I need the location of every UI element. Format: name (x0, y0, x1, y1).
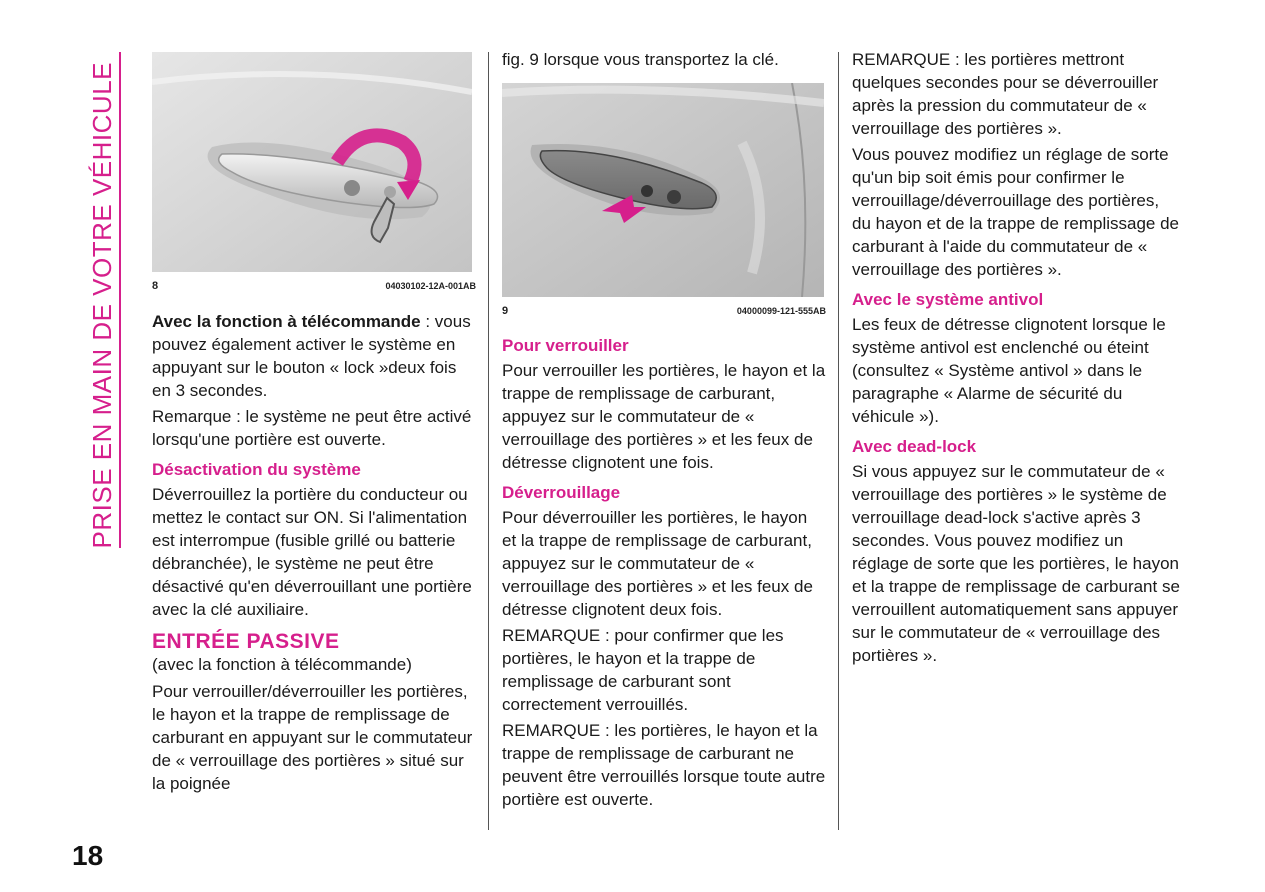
column-1 (152, 48, 476, 798)
figure-number: 9 (502, 305, 509, 317)
figure-number: 8 (152, 280, 159, 292)
door-handle-key-illustration (152, 52, 472, 272)
page-number: 18 (72, 840, 104, 871)
figure-9-image (502, 83, 824, 297)
side-rule (119, 52, 121, 548)
paragraph: Si vous appuyez sur le commutateur de « verrouillage des portières » le système de verrouillage dead-lock s'active après 3 secondes. Vous pouvez modifiez un réglage de sorte que les portières, le hayon et la trappe de remplissage de carburant se verrouillent automatiquement sans appuyer sur le commutateur de « verrouillage des portières ». (852, 462, 1180, 665)
paragraph: Remarque : le système ne peut être activé lorsqu'une portière est ouverte. (152, 407, 472, 449)
figure-code: 04000099-121-555AB (736, 306, 826, 316)
section-heading: Désactivation du système (152, 460, 361, 479)
column-3 (852, 48, 1180, 670)
side-section-title (84, 52, 120, 548)
main-heading: ENTRÉE PASSIVE (152, 630, 340, 653)
paragraph: Pour verrouiller/déverrouiller les portières, le hayon et la trappe de remplissage de carburant en appuyant sur le commutateur de « verrouillage des portières » situé sur la poignée (152, 682, 473, 793)
paragraph: Déverrouillez la portière du conducteur ou mettez le contact sur ON. Si l'alimentation est interrompue (fusible grillé ou batterie débranchée), le système ne peut être désactivé qu'en déverrouillant une portière avec la clé auxiliaire. (152, 485, 472, 619)
paragraph: Pour déverrouiller les portières, le hayon et la trappe de remplissage de carburant, appuyez sur le commutateur de « verrouillage des portières » et les feux de détresse clignotent deux fois. (502, 508, 813, 619)
paragraph: Les feux de détresse clignotent lorsque le système antivol est enclenché ou éteint (consultez « Système antivol » dans le paragraphe « Alarme de sécurité du véhicule »). (852, 315, 1166, 426)
section-heading: Avec dead-lock (852, 437, 977, 456)
paragraph: REMARQUE : pour confirmer que les portières, le hayon et la trappe de remplissage de carburant sont correctement verrouillés. (502, 626, 784, 714)
column-divider (838, 52, 839, 830)
door-handle-button-illustration (502, 83, 824, 297)
column-divider (488, 52, 489, 830)
paragraph (152, 310, 476, 402)
paragraph-text: : vous pouvez également activer le système en appuyant sur le bouton « lock »deux fois en 3 secondes. (152, 312, 471, 400)
figure-8-caption (152, 280, 476, 292)
paragraph: REMARQUE : les portières, le hayon et la trappe de remplissage de carburant ne peuvent être verrouillés lorsque toute autre portière est ouverte. (502, 721, 826, 809)
bold-lead: Avec la fonction à télécommande (152, 312, 421, 331)
section-heading: Avec le système antivol (852, 290, 1044, 309)
paragraph: fig. 9 lorsque vous transportez la clé. (502, 50, 779, 69)
subheading: (avec la fonction à télécommande) (152, 655, 412, 674)
figure-9-caption (502, 305, 826, 317)
paragraph: Vous pouvez modifiez un réglage de sorte qu'un bip soit émis pour confirmer le verrouillage/déverrouillage des portières, du hayon et de la trappe de remplissage de carburant à l'aide du commutateur de « verrouillage des portières ». (852, 145, 1180, 279)
figure-8-image (152, 52, 472, 272)
paragraph: REMARQUE : les portières mettront quelques secondes pour se déverrouiller après la pression du commutateur de « verrouillage des portières ». (852, 50, 1159, 138)
side-section-title-text: PRISE EN MAIN DE VOTRE VÉHICULE (86, 61, 117, 548)
column-2 (502, 48, 826, 814)
figure-code: 04030102-12A-001AB (385, 281, 476, 291)
paragraph: Pour verrouiller les portières, le hayon et la trappe de remplissage de carburant, appuyez sur le commutateur de « verrouillage des portières » et les feux de détresse clignotent une fois. (502, 361, 826, 472)
section-heading: Déverrouillage (502, 483, 621, 502)
section-heading: Pour verrouiller (502, 336, 629, 355)
